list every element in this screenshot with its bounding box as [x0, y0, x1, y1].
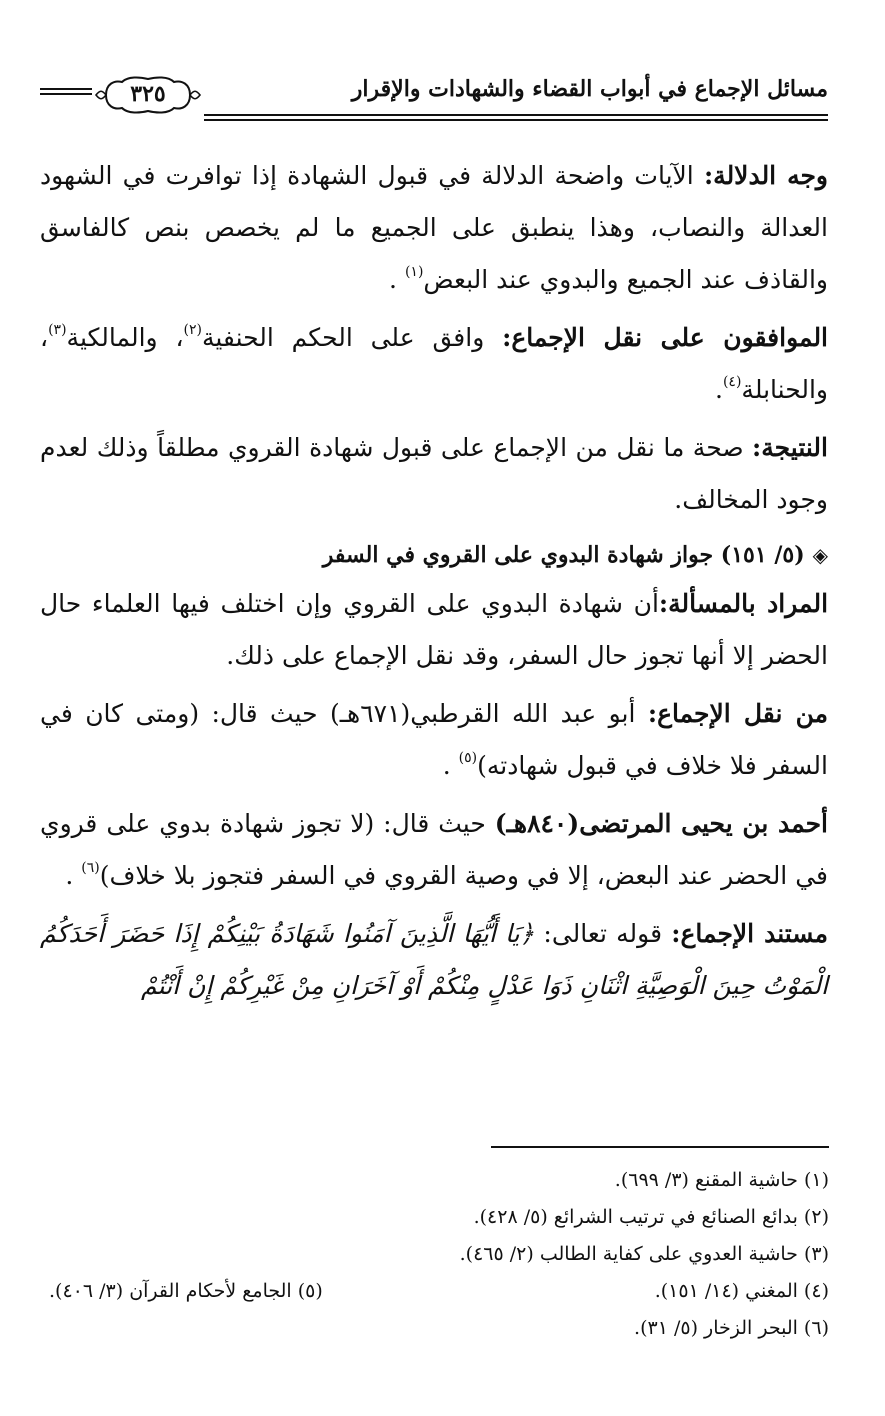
- text-evidence: الآيات واضحة الدلالة في قبول الشهادة إذا توافرت في الشهود العدالة والنصاب، وهذا ينطبق على الجميع ما لم يخصص بنص كالفاسق والقاذف عند الجميع والبدوي عند البعض: [40, 161, 828, 294]
- label-basis: مستند الإجماع:: [671, 919, 828, 948]
- issue-heading: [40, 532, 828, 578]
- footnote-2: (٢) بدائع الصنائع في ترتيب الشرائع (٥/ ٤٢٨).: [473, 1206, 829, 1228]
- quran-verse: ﴿يَا أَيُّهَا الَّذِينَ آمَنُوا شَهَادَةُ بَيْنِكُمْ إِذَا حَضَرَ أَحَدَكُمُ الْمَوْتُ حِينَ الْوَصِيَّةِ اثْنَانِ ذَوَا عَدْلٍ مِنْكُمْ أَوْ آخَرَانِ مِنْ غَيْرِكُمْ إِنْ أَنْتُمْ: [40, 919, 828, 1000]
- label-transmitter: من نقل الإجماع:: [647, 699, 828, 728]
- footnote-3: (٣) حاشية العدوي على كفاية الطالب (٢/ ٤٦٥).: [459, 1243, 829, 1265]
- footnote-ref-1[interactable]: (١): [404, 264, 424, 280]
- page-number: ٣٢٥: [130, 81, 166, 107]
- label-evidence: وجه الدلالة:: [703, 161, 829, 190]
- footnote-5: (٥) الجامع لأحكام القرآن (٣/ ٤٠٦).: [49, 1280, 323, 1302]
- issue-title: جواز شهادة البدوي على القروي في السفر: [322, 542, 714, 568]
- footnote-separator: [491, 1146, 829, 1148]
- header-rule: [204, 114, 828, 124]
- footnote-ref-4[interactable]: (٤): [722, 374, 742, 390]
- page-number-frame: [92, 72, 204, 118]
- footnote-ref-3[interactable]: (٣): [48, 322, 67, 338]
- paragraph-evidence: وجه الدلالة: الآيات واضحة الدلالة في قبول الشهادة إذا توافرت في الشهود العدالة والنصاب، وهذا ينطبق على الجميع ما لم يخصص بنص كالفاسق والقاذف عند الجميع والبدوي عند البعض$^{(١)}$ .: [40, 161, 829, 294]
- header-rule-left: [40, 88, 92, 98]
- paragraph-agreeing: الموافقون على نقل الإجماع: وافق على الحكم الحنفية$^{(٢)}$، والمالكية$^{(٣)}$، والحنابلة$^{(٤)}$.: [40, 322, 829, 404]
- footnote-4: (٤) المغني (١٤/ ١٥١).: [654, 1280, 829, 1302]
- paragraph-basis: مستند الإجماع: قوله تعالى: ﴿يَا أَيُّهَا الَّذِينَ آمَنُوا شَهَادَةُ بَيْنِكُمْ إِذَا حَضَرَ أَحَدَكُمُ الْمَوْتُ حِينَ الْوَصِيَّةِ اثْنَانِ ذَوَا عَدْلٍ مِنْكُمْ أَوْ آخَرَانِ مِنْ غَيْرِكُمْ إِنْ أَنْتُمْ: [40, 919, 828, 1000]
- footnote-ref-2[interactable]: (٢): [183, 322, 202, 338]
- label-result: النتيجة:: [752, 433, 828, 462]
- footnote-1: (١) حاشية المقنع (٣/ ٦٩٩).: [614, 1169, 829, 1191]
- page-header: [40, 62, 828, 122]
- issue-number: (٥/ ١٥١): [720, 542, 805, 568]
- paragraph-meaning: المراد بالمسألة:أن شهادة البدوي على القروي وإن اختلف فيها العلماء حال الحضر إلا أنها تجوز حال السفر، وقد نقل الإجماع على ذلك.: [40, 589, 829, 670]
- label-murtada: أحمد بن يحيى المرتضى(٨٤٠هـ): [494, 809, 829, 838]
- footnote-ref-6[interactable]: (٦): [81, 860, 100, 876]
- paragraph-murtada: أحمد بن يحيى المرتضى(٨٤٠هـ) حيث قال: (لا تجوز شهادة بدوي على قروي في الحضر عند البعض، إلا في وصية القروي في السفر فتجوز بلا خلاف)$^{(٦)}$ .: [40, 809, 829, 890]
- label-meaning: المراد بالمسألة:: [658, 589, 829, 618]
- footnote-6: (٦) البحر الزخار (٥/ ٣١).: [634, 1317, 829, 1339]
- diamond-bullet-icon: ◈: [812, 543, 828, 567]
- footnote-ref-5[interactable]: (٥): [458, 750, 478, 766]
- paragraph-transmitter: من نقل الإجماع: أبو عبد الله القرطبي(٦٧١هـ) حيث قال: (ومتى كان في السفر فلا خلاف في قبول شهادته)$^{(٥)}$ .: [40, 699, 828, 780]
- paragraph-result: النتيجة: صحة ما نقل من الإجماع على قبول شهادة القروي مطلقاً وذلك لعدم وجود المخالف.: [40, 433, 828, 514]
- running-title: مسائل الإجماع في أبواب القضاء والشهادات والإقرار: [351, 76, 828, 102]
- label-agreeing: الموافقون على نقل الإجماع:: [502, 323, 829, 352]
- page: [40, 62, 828, 1018]
- footnotes: [49, 1162, 829, 1347]
